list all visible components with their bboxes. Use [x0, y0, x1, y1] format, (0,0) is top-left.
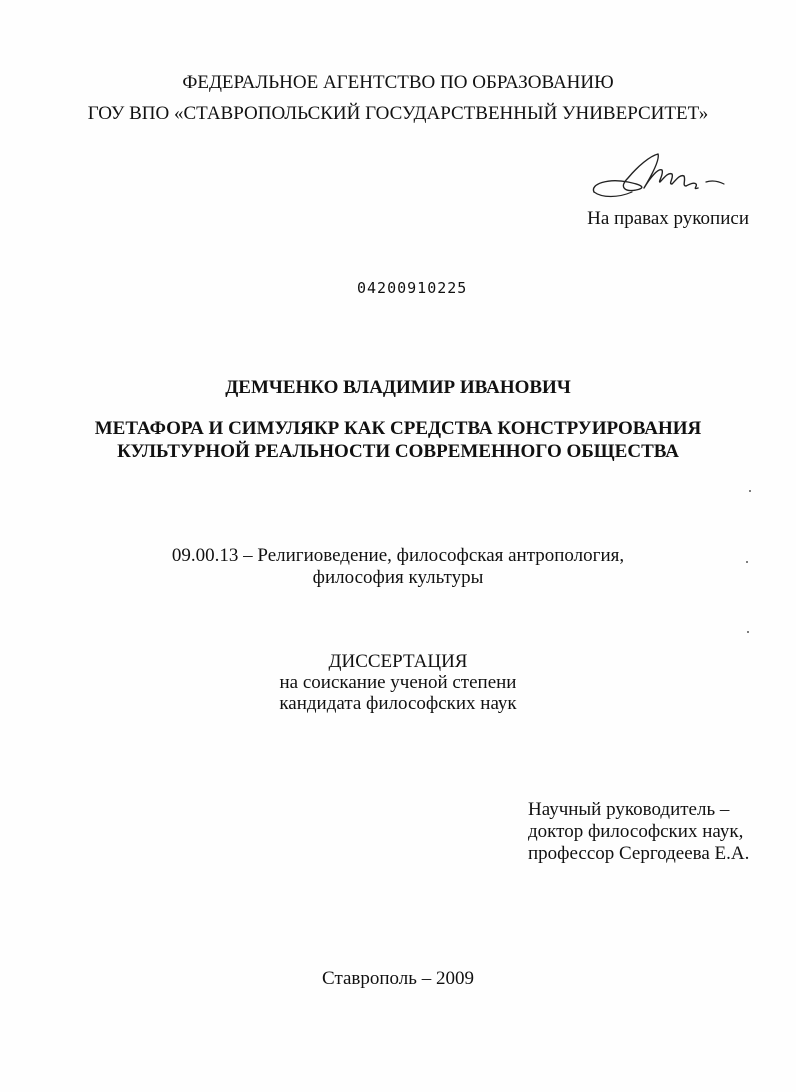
- work-type: ДИССЕРТАЦИЯ: [328, 651, 468, 672]
- supervisor-degree: доктор философских наук,: [528, 821, 744, 842]
- specialty-line-1: 09.00.13 – Религиоведение, философская антропология,: [171, 545, 625, 566]
- scan-speck: [749, 490, 751, 492]
- specialty-line-2: философия культуры: [312, 567, 484, 588]
- city-year: Ставрополь – 2009: [322, 968, 474, 989]
- title-line-2: КУЛЬТУРНОЙ РЕАЛЬНОСТИ СОВРЕМЕННОГО ОБЩЕСТВА: [117, 441, 679, 462]
- title-line-1: МЕТАФОРА И СИМУЛЯКР КАК СРЕДСТВА КОНСТРУИРОВАНИЯ: [94, 418, 702, 439]
- scan-speck: [746, 561, 748, 563]
- handwritten-signature: [588, 148, 738, 208]
- author-name: ДЕМЧЕНКО ВЛАДИМИР ИВАНОВИЧ: [225, 377, 571, 398]
- scan-speck: [747, 631, 749, 633]
- agency-name: ФЕДЕРАЛЬНОЕ АГЕНТСТВО ПО ОБРАЗОВАНИЮ: [182, 72, 614, 93]
- university-name: ГОУ ВПО «СТАВРОПОЛЬСКИЙ ГОСУДАРСТВЕННЫЙ УНИВЕРСИТЕТ»: [87, 103, 709, 124]
- supervisor-name: профессор Сергодеева Е.А.: [528, 843, 750, 864]
- supervisor-role: Научный руководитель –: [528, 799, 730, 820]
- rights-note: На правах рукописи: [587, 208, 749, 229]
- degree-line-2: кандидата философских наук: [279, 693, 517, 714]
- degree-line-1: на соискание ученой степени: [279, 672, 517, 693]
- catalog-number: 04200910225: [357, 279, 468, 297]
